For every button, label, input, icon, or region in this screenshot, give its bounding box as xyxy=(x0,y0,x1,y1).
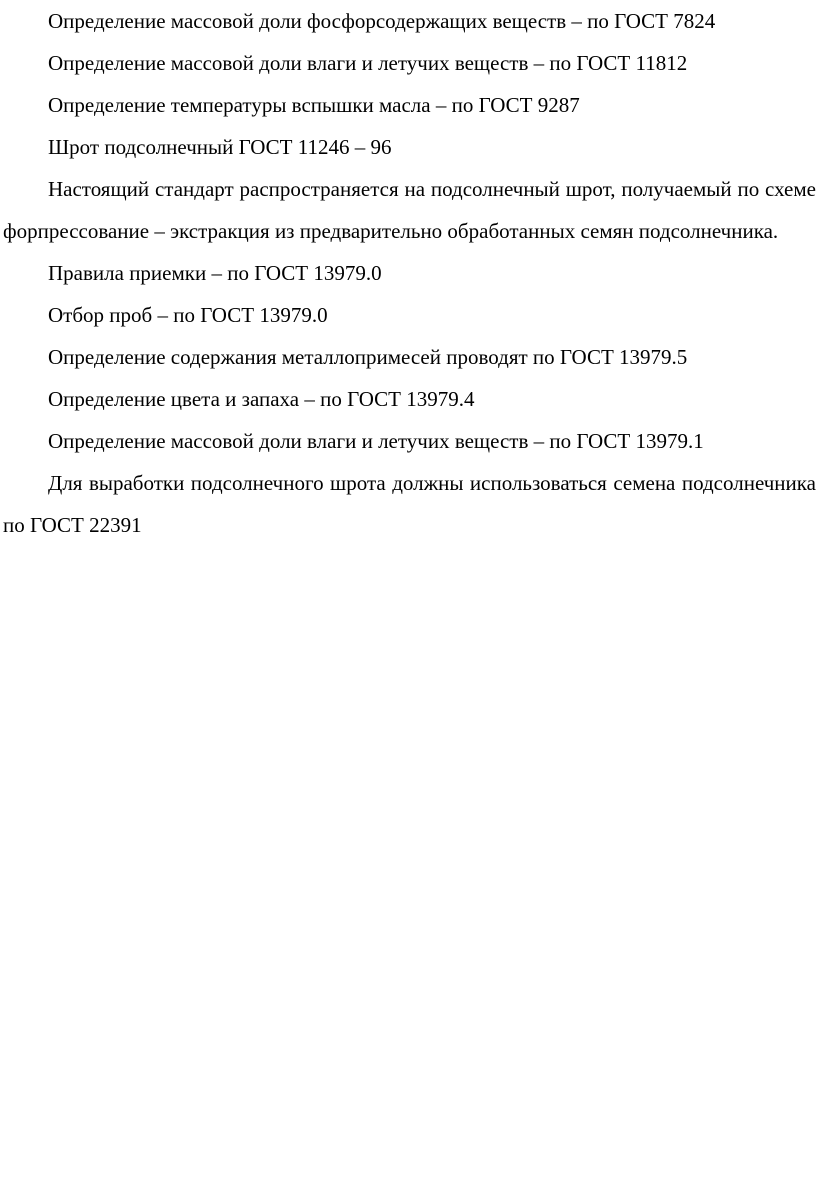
paragraph-meal-standard: Шрот подсолнечный ГОСТ 11246 – 96 xyxy=(48,135,392,159)
paragraph-moisture-13979: Определение массовой доли влаги и летучих веществ – по ГОСТ 13979.1 xyxy=(48,429,704,453)
paragraph-moisture-11812: Определение массовой доли влаги и летучих веществ – по ГОСТ 11812 xyxy=(48,51,688,75)
paragraph-color-odor: Определение цвета и запаха – по ГОСТ 13979.4 xyxy=(48,387,475,411)
paragraph-acceptance-rules: Правила приемки – по ГОСТ 13979.0 xyxy=(48,261,382,285)
paragraph-phosphorus: Определение массовой доли фосфорсодержащих веществ – по ГОСТ 7824 xyxy=(48,9,716,33)
paragraph-scope: Настоящий стандарт распространяется на подсолнечный шрот, получаемый по схеме форпрессование – экстракция из предварительно обработанных семян подсолнечника. xyxy=(3,177,816,243)
paragraph-seeds-requirement: Для выработки подсолнечного шрота должны использоваться семена подсолнечника по ГОСТ 22391 xyxy=(3,471,816,537)
paragraph-metal-impurities: Определение содержания металлопримесей проводят по ГОСТ 13979.5 xyxy=(48,345,688,369)
paragraph-sampling: Отбор проб – по ГОСТ 13979.0 xyxy=(48,303,328,327)
paragraph-flash-point: Определение температуры вспышки масла – по ГОСТ 9287 xyxy=(48,93,580,117)
